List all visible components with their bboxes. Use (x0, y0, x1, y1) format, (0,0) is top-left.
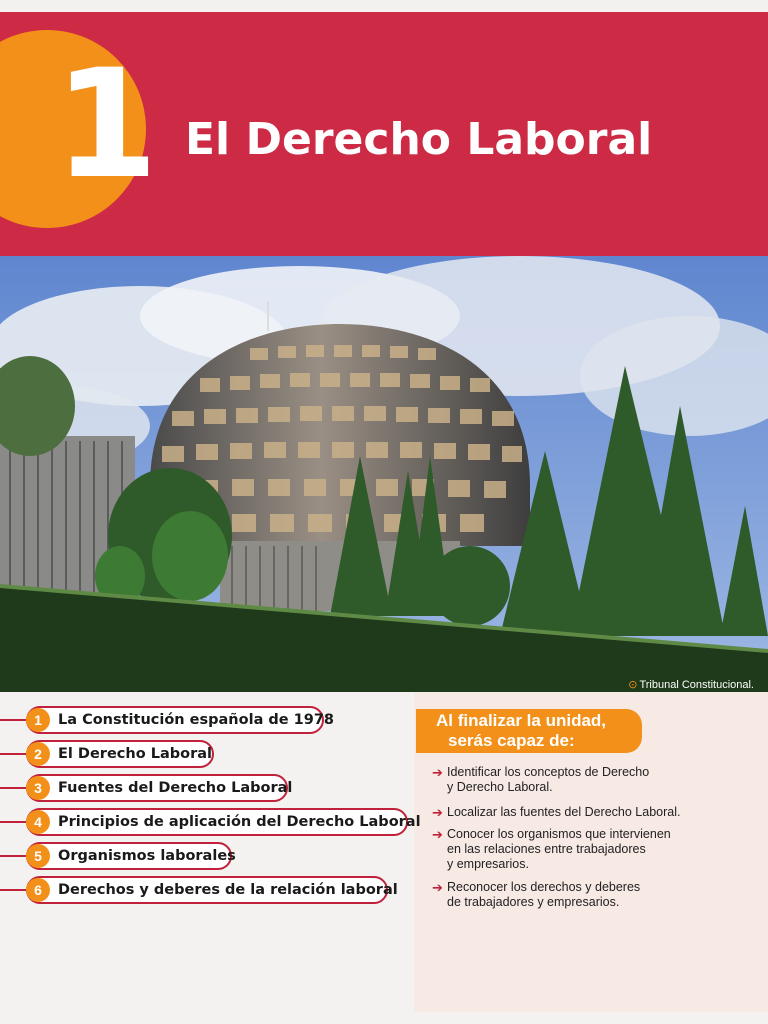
objective-line: de trabajadores y empresarios. (447, 895, 620, 909)
objective-text (447, 880, 640, 910)
objective-text (447, 765, 649, 795)
objective-text (447, 827, 671, 872)
topic-item (0, 808, 421, 836)
objectives-heading (416, 709, 642, 753)
topic-item (0, 740, 220, 768)
photo-caption (628, 678, 754, 692)
topic-label: Derechos y deberes de la relación laboral (58, 882, 398, 898)
topic-item (0, 706, 335, 734)
topic-item (0, 876, 398, 904)
topic-label: Fuentes del Derecho Laboral (58, 780, 293, 796)
objectives-heading-line1: Al finalizar la unidad, (436, 711, 607, 730)
chapter-photo (0, 256, 768, 692)
topic-label: Principios de aplicación del Derecho Laboral (58, 814, 421, 830)
objective-line: Localizar las fuentes del Derecho Laboral. (447, 805, 681, 819)
chapter-number: 1 (54, 38, 159, 212)
objective-line: en las relaciones entre trabajadores (447, 842, 646, 856)
chapter-title: El Derecho Laboral (185, 114, 653, 165)
photo-caption-text: Tribunal Constitucional. (639, 679, 754, 691)
tribunal-building-illustration (0, 256, 768, 692)
topic-number: 5 (26, 844, 50, 868)
objective-line: y empresarios. (447, 857, 529, 871)
arrow-icon: ➔ (432, 880, 443, 895)
arrow-icon: ➔ (432, 827, 443, 842)
arrow-icon: ➔ (432, 805, 443, 820)
topic-number: 3 (26, 776, 50, 800)
topic-item (0, 842, 235, 870)
objective-text (447, 805, 680, 820)
objective-line: Identificar los conceptos de Derecho (447, 765, 650, 779)
topic-number: 4 (26, 810, 50, 834)
topic-item (0, 774, 293, 802)
objective-line: y Derecho Laboral. (447, 780, 553, 794)
camera-icon: ⊙ (628, 679, 638, 691)
objectives-heading-line2: serás capaz de: (448, 731, 575, 750)
topic-number: 1 (26, 708, 50, 732)
topic-number: 6 (26, 878, 50, 902)
objective-line: Conocer los organismos que intervienen (447, 827, 671, 841)
objective-line: Reconocer los derechos y deberes (447, 880, 641, 894)
topic-label: Organismos laborales (58, 848, 236, 864)
arrow-icon: ➔ (432, 765, 443, 780)
topic-label: La Constitución española de 1978 (58, 712, 335, 728)
topic-number: 2 (26, 742, 50, 766)
chapter-header (0, 12, 768, 256)
topic-label: El Derecho Laboral (58, 746, 212, 762)
